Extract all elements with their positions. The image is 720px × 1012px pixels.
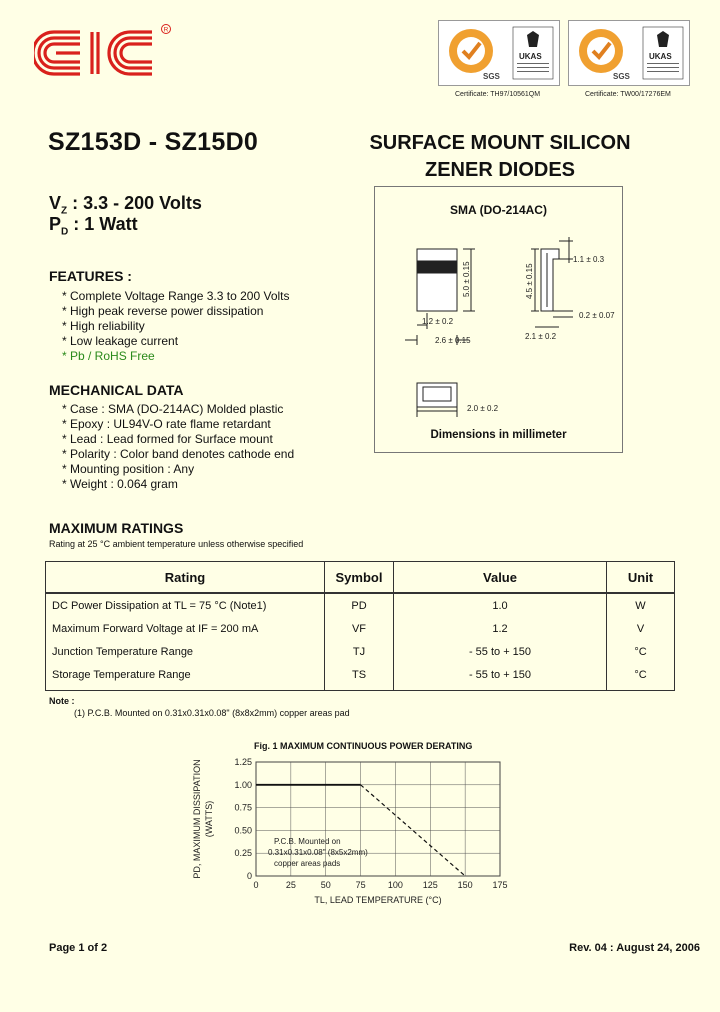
x-tick-label: 0 — [253, 880, 259, 890]
mechanical-item: * Polarity : Color band denotes cathode end — [62, 447, 295, 461]
mechanical-item: * Mounting position : Any — [62, 462, 195, 476]
certificate-caption-qm: Certificate: TH97/10561QM — [455, 91, 541, 98]
dim-body-width: 2.6 ± 0.15 — [435, 336, 471, 345]
ratings-header-row — [46, 562, 675, 594]
y-tick-label: 0.25 — [234, 848, 252, 859]
features-list — [62, 289, 290, 364]
feature-item: * High peak reverse power dissipation — [62, 304, 264, 318]
y-tick-label: 0.75 — [234, 802, 252, 813]
feature-item-rohs: * Pb / RoHS Free — [62, 349, 155, 363]
dim-band-width: 1.2 ± 0.2 — [422, 317, 454, 326]
package-title: SMA (DO-214AC) — [450, 203, 547, 217]
dim-side-height: 4.5 ± 0.15 — [525, 263, 534, 299]
cell-unit: V — [607, 617, 675, 640]
y-axis-label-units: (WATTS) — [204, 800, 214, 838]
features-heading: FEATURES : — [49, 268, 132, 284]
note-heading: Note : — [49, 696, 75, 706]
chart-annotation: copper areas pads — [274, 859, 341, 868]
cell-symbol: TJ — [325, 640, 394, 663]
cell-symbol: VF — [325, 617, 394, 640]
mechanical-item: * Lead : Lead formed for Surface mount — [62, 432, 273, 446]
table-row — [46, 663, 675, 691]
cell-rating: Maximum Forward Voltage at IF = 200 mA — [46, 617, 325, 640]
feature-item: * High reliability — [62, 319, 145, 333]
x-tick-label: 150 — [457, 880, 473, 890]
svg-text:SGS: SGS — [483, 72, 500, 81]
svg-text:SGS: SGS — [613, 72, 630, 81]
table-row — [46, 593, 675, 617]
eic-logo-graphic — [34, 22, 174, 84]
mechanical-item: * Epoxy : UL94V-O rate flame retardant — [62, 417, 271, 431]
package-dimension-drawing — [375, 187, 622, 452]
mechanical-list — [62, 402, 294, 492]
dim-bottom-width: 2.0 ± 0.2 — [467, 404, 499, 413]
package-outline-panel — [374, 186, 623, 453]
cell-value: - 55 to + 150 — [394, 663, 607, 691]
cell-value: 1.0 — [394, 593, 607, 617]
chart-title: Fig. 1 MAXIMUM CONTINUOUS POWER DERATING — [254, 741, 473, 751]
dim-side-width: 2.1 ± 0.2 — [525, 332, 557, 341]
feature-item: * Complete Voltage Range 3.3 to 200 Volts — [62, 289, 290, 303]
note-text: (1) P.C.B. Mounted on 0.31x0.31x0.08" (8x8x2mm) copper areas pad — [74, 708, 350, 718]
ratings-table — [45, 561, 675, 691]
chart-annotation: 0.31x0.31x0.08" (8x5x2mm) — [268, 848, 368, 857]
x-tick-label: 50 — [320, 880, 331, 890]
y-tick-label: 1.25 — [234, 757, 252, 767]
mechanical-item: * Weight : 0.064 gram — [62, 477, 178, 491]
pd-spec: $P_D$ : 1 Watt — [49, 214, 138, 238]
col-value: Value — [394, 562, 607, 594]
mechanical-item: * Case : SMA (DO-214AC) Molded plastic — [62, 402, 284, 416]
x-tick-label: 75 — [355, 880, 366, 890]
y-tick-label: 0.50 — [234, 825, 252, 836]
y-tick-label: 0 — [246, 871, 252, 881]
feature-item: * Low leakage current — [62, 334, 179, 348]
cell-unit: °C — [607, 663, 675, 691]
cell-value: - 55 to + 150 — [394, 640, 607, 663]
cell-rating: DC Power Dissipation at TL = 75 °C (Note1) — [46, 593, 325, 617]
part-range-title: SZ153D - SZ15D0 — [48, 128, 259, 156]
cell-rating: Storage Temperature Range — [46, 663, 325, 691]
ratings-condition: Rating at 25 °C ambient temperature unless otherwise specified — [49, 539, 304, 549]
dim-lead-thickness: 1.1 ± 0.3 — [573, 255, 605, 264]
sgs-ukas-qm-icon — [439, 21, 559, 85]
certificate-badge-em — [568, 20, 690, 86]
sgs-ukas-em-icon — [569, 21, 689, 85]
cell-rating: Junction Temperature Range — [46, 640, 325, 663]
certificate-caption-em: Certificate: TW00/17276EM — [585, 91, 671, 98]
x-tick-label: 125 — [422, 880, 438, 890]
package-footer: Dimensions in millimeter — [430, 429, 567, 441]
table-row — [46, 640, 675, 663]
cell-unit: W — [607, 593, 675, 617]
certificate-badge-qm — [438, 20, 560, 86]
col-symbol: Symbol — [325, 562, 394, 594]
description-line-1: SURFACE MOUNT SILICON — [369, 132, 631, 154]
x-tick-label: 175 — [492, 880, 508, 890]
dim-body-height: 5.0 ± 0.15 — [462, 261, 471, 297]
x-tick-label: 100 — [387, 880, 403, 890]
col-rating: Rating — [46, 562, 325, 594]
dim-lead-gap: 0.2 ± 0.07 — [579, 311, 615, 320]
cell-value: 1.2 — [394, 617, 607, 640]
table-row — [46, 617, 675, 640]
registered-mark: R — [163, 26, 169, 34]
page-number: Page 1 of 2 — [49, 942, 108, 954]
cell-symbol: PD — [325, 593, 394, 617]
eic-logo — [34, 22, 169, 84]
ratings-heading: MAXIMUM RATINGS — [49, 520, 184, 536]
y-tick-label: 1.00 — [234, 779, 252, 790]
col-unit: Unit — [607, 562, 675, 594]
cell-symbol: TS — [325, 663, 394, 691]
power-derating-chart — [186, 754, 526, 910]
x-tick-label: 25 — [285, 880, 296, 890]
x-axis-label: TL, LEAD TEMPERATURE (°C) — [314, 895, 442, 905]
cell-unit: °C — [607, 640, 675, 663]
chart-annotation: P.C.B. Mounted on — [274, 837, 341, 846]
vz-spec: $V_Z$ : 3.3 - 200 Volts — [49, 193, 202, 217]
mechanical-heading: MECHANICAL DATA — [49, 382, 184, 398]
description-line-2: ZENER DIODES — [424, 159, 576, 181]
revision-date: Rev. 04 : August 24, 2006 — [569, 942, 700, 954]
product-description — [350, 130, 650, 184]
svg-text:UKAS: UKAS — [649, 52, 672, 61]
y-axis-label: PD, MAXIMUM DISSIPATION — [192, 759, 202, 879]
svg-text:UKAS: UKAS — [519, 52, 542, 61]
